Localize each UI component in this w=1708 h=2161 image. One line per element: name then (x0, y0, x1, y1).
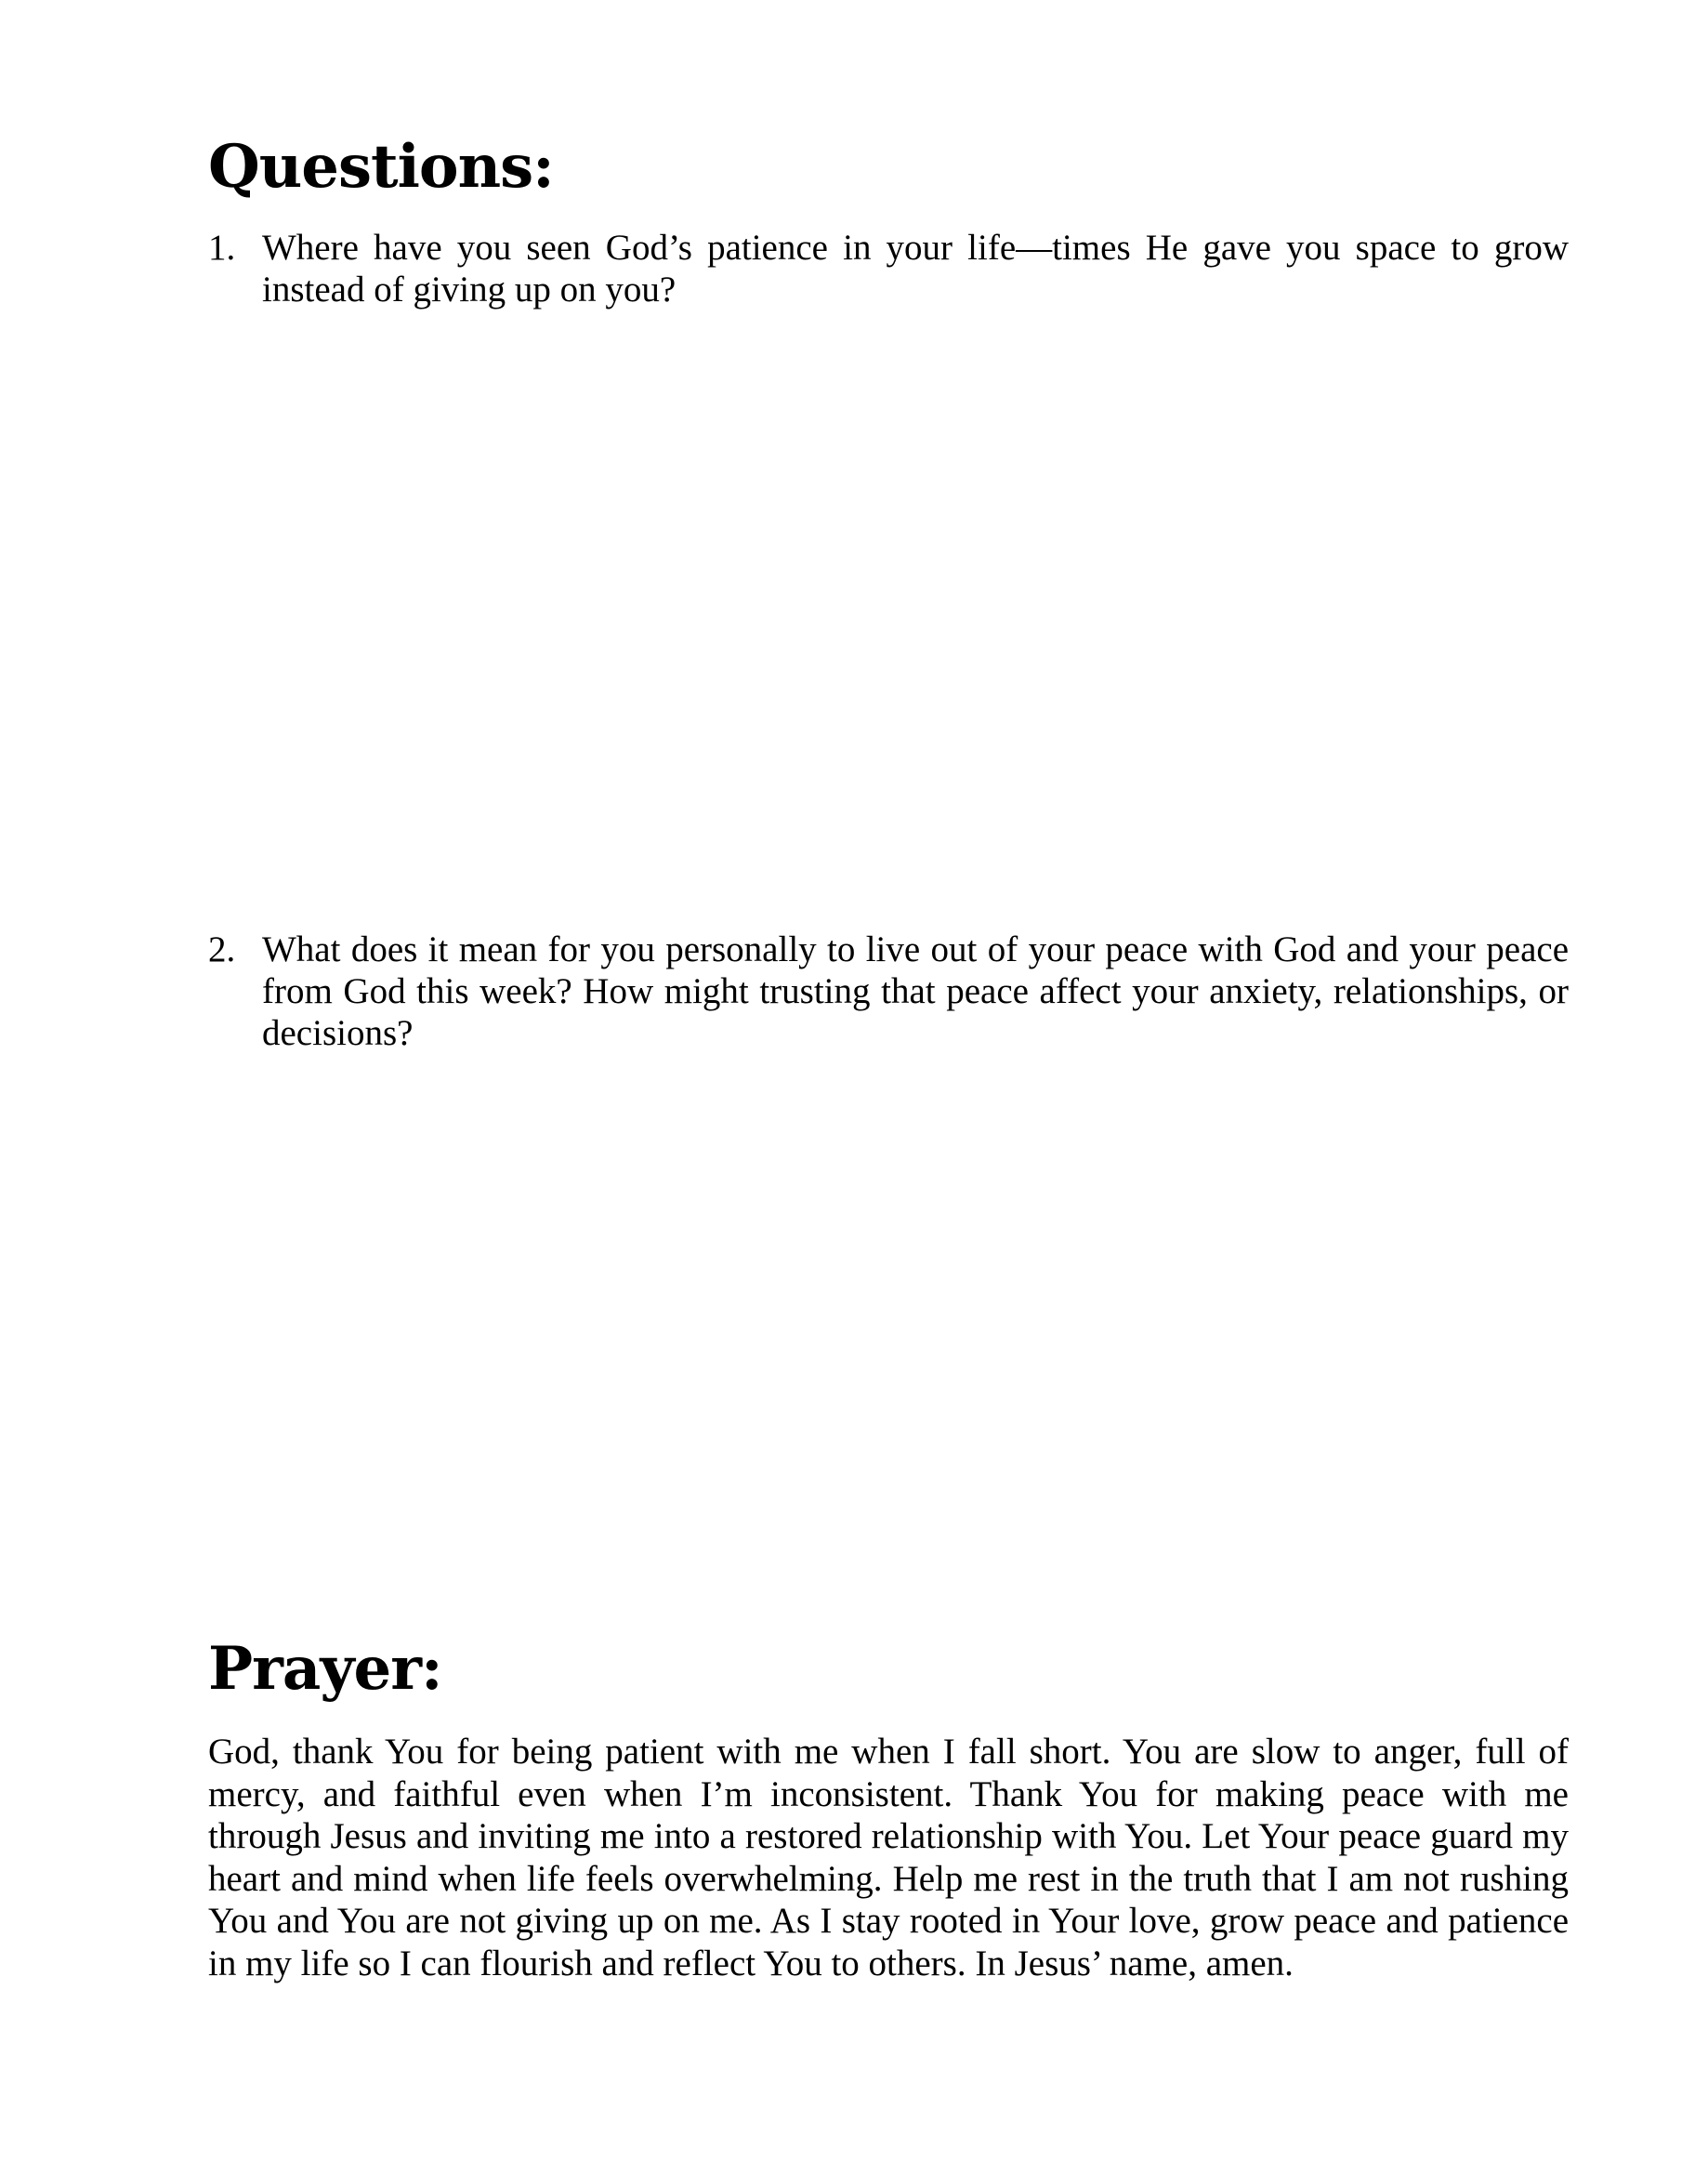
question-item (208, 929, 1569, 1054)
question-text: Where have you seen God’s patience in your life—times He gave you space to grow instead of giving up on you? (262, 228, 1569, 310)
questions-heading: Questions: (208, 132, 554, 202)
question-number: 1. (208, 228, 236, 268)
question-number: 2. (208, 929, 236, 969)
question-item (208, 227, 1569, 310)
prayer-heading: Prayer: (208, 1634, 442, 1704)
prayer-text: God, thank You for being patient with me when I fall short. You are slow to anger, full of mercy, and faithful even when I’m inconsistent. Thank You for making peace with me through Jesus and inviting me into a restored relationship with You. Let Your peace guard my heart and mind when life feels overwhelming. Help me rest in the truth that I am not rushing You and You are not giving up on me. As I stay rooted in Your love, grow peace and patience in my life so I can flourish and reflect You to others. In Jesus’ name, amen. (208, 1732, 1569, 1983)
question-text: What does it mean for you personally to live out of your peace with God and your peace from God this week? How might trusting that peace affect your anxiety, relationships, or decisions? (262, 929, 1569, 1053)
